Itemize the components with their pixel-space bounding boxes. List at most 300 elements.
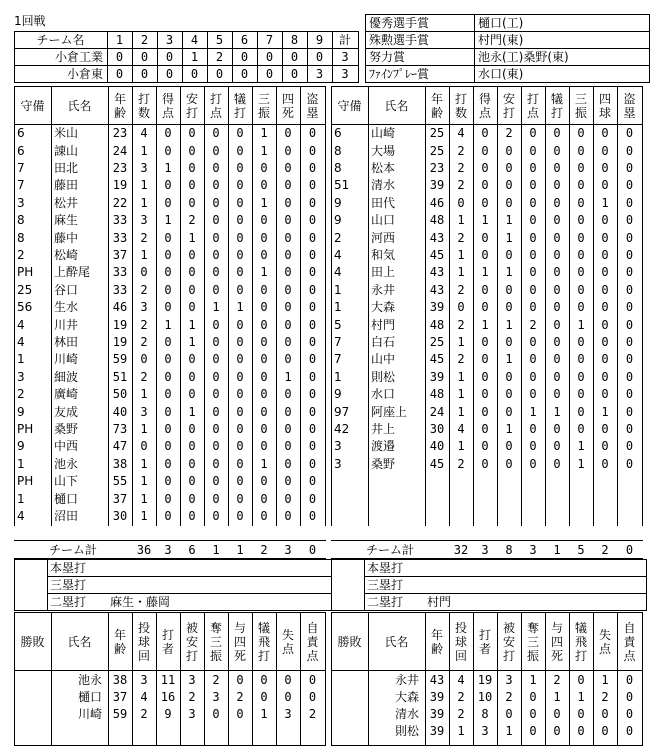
stat-value: 0 [212, 283, 220, 297]
inning-header: 4 [190, 34, 199, 47]
stat-value: 0 [308, 510, 317, 523]
stat-value: 47 [112, 440, 128, 454]
player-name: 則松 [371, 370, 396, 384]
position: 6 [17, 127, 25, 141]
stat-value: 0 [140, 440, 148, 454]
stat-value: 0 [308, 214, 317, 228]
pitch-stat: 1 [457, 725, 465, 738]
pitch-stat: 0 [625, 674, 634, 687]
stat-value: 0 [529, 196, 537, 210]
inning-score: 0 [315, 51, 324, 64]
stat-value: 0 [529, 336, 537, 349]
stat-value: 24 [429, 405, 445, 419]
rule-line [14, 745, 326, 746]
rule-line [331, 670, 643, 671]
pitch-stat: 0 [308, 674, 317, 687]
batting-header: 四球 [598, 91, 611, 120]
stat-value: 0 [625, 388, 634, 402]
team-total-value: 3 [481, 544, 489, 557]
player-name: 中西 [54, 440, 79, 454]
stat-value: 0 [236, 214, 244, 228]
inning-score: 0 [240, 51, 249, 64]
stat-value: 0 [284, 353, 292, 367]
stat-value: 0 [188, 249, 196, 262]
stat-value: 0 [308, 301, 317, 315]
player-name: 松本 [371, 162, 396, 175]
stat-value: 0 [140, 353, 148, 367]
stat-value: 1 [553, 405, 561, 419]
stat-value: 0 [577, 144, 585, 158]
stat-value: 0 [140, 266, 148, 280]
stat-value: 51 [112, 370, 128, 384]
stat-value: 0 [577, 353, 585, 367]
team-total-value: 3 [164, 544, 172, 557]
stat-value: 0 [188, 388, 196, 402]
stat-value: 0 [236, 405, 244, 419]
total-header: 計 [338, 34, 351, 47]
stat-value: 0 [236, 318, 244, 332]
rule-line [325, 86, 326, 526]
batting-header: 四死 [281, 91, 294, 120]
batting-header: 盗塁 [306, 91, 319, 120]
inning-score: 3 [315, 68, 324, 81]
stat-value: 0 [308, 249, 317, 262]
stat-value: 0 [308, 492, 317, 506]
pitch-stat: 3 [505, 674, 513, 687]
stat-value: 0 [236, 266, 244, 280]
win-loss [331, 708, 368, 721]
inning-score: 0 [215, 68, 224, 81]
position: 9 [17, 440, 25, 454]
pitch-stat: 9 [164, 708, 172, 721]
rule-line [14, 86, 326, 87]
stat-value: 0 [212, 127, 220, 141]
stat-value: 25 [429, 336, 445, 349]
stat-value: 0 [212, 144, 220, 158]
stat-value: 73 [112, 423, 128, 436]
stat-value: 0 [212, 266, 220, 280]
stat-value: 0 [553, 249, 561, 262]
inning-header: 2 [140, 34, 149, 47]
pitch-stat: 59 [112, 708, 128, 721]
stat-value: 0 [212, 510, 220, 523]
pitch-stat: 2 [188, 691, 196, 704]
stat-value: 0 [284, 492, 292, 506]
stat-value: 0 [236, 249, 244, 262]
player-name: 村門 [371, 318, 396, 332]
stat-value: 40 [429, 440, 445, 454]
rule-line [14, 612, 326, 613]
pitching-header: 犠飛打 [574, 620, 587, 663]
stat-value: 1 [236, 301, 244, 315]
rule-line [331, 612, 643, 613]
pitch-stat: 3 [140, 674, 148, 687]
stat-value: 0 [236, 475, 244, 489]
extra-hit-label: 二塁打 [367, 596, 404, 609]
player-name: 山下 [54, 475, 79, 489]
stat-value: 0 [308, 440, 317, 454]
stat-value: 0 [260, 214, 268, 228]
stat-value: 0 [164, 249, 172, 262]
batting-header: 得点 [161, 91, 174, 120]
pitching-header: 勝敗 [20, 634, 45, 649]
stat-value: 0 [625, 179, 634, 193]
stat-value: 22 [112, 196, 128, 210]
position: 6 [17, 144, 25, 158]
team-total-value: 0 [625, 544, 634, 557]
position: 8 [17, 231, 25, 245]
stat-value: 0 [481, 370, 489, 384]
stat-value: 1 [140, 423, 148, 436]
stat-value: 0 [481, 162, 489, 175]
player-name: 永井 [371, 283, 396, 297]
rule-line [642, 612, 643, 745]
pitch-stat: 19 [477, 674, 493, 687]
pitch-stat: 0 [601, 725, 609, 738]
stat-value: 4 [140, 127, 148, 141]
win-loss [14, 674, 51, 687]
stat-value: 0 [601, 162, 609, 175]
stat-value: 23 [429, 162, 445, 175]
player-name: 田代 [371, 196, 396, 210]
stat-value: 0 [164, 475, 172, 489]
stat-value: 0 [577, 283, 585, 297]
stat-value: 0 [236, 127, 244, 141]
stat-value: 0 [601, 266, 609, 280]
stat-value: 0 [529, 249, 537, 262]
stat-value: 0 [308, 336, 317, 349]
stat-value: 0 [505, 144, 513, 158]
stat-value: 0 [284, 405, 292, 419]
stat-value: 30 [429, 423, 445, 436]
stat-value: 1 [505, 353, 513, 367]
stat-value: 1 [577, 457, 585, 471]
stat-value: 1 [140, 249, 148, 262]
team-total-value: 3 [529, 544, 537, 557]
position: 8 [334, 144, 342, 158]
position: 7 [334, 336, 342, 349]
pitch-stat: 38 [112, 674, 128, 687]
team-total-score: 3 [341, 51, 349, 64]
pitch-stat: 0 [260, 691, 268, 704]
pitch-stat: 3 [212, 691, 220, 704]
player-name: 大場 [371, 144, 396, 158]
stat-value: 2 [140, 283, 148, 297]
award-label: 優秀選手賞 [369, 17, 430, 30]
stat-value: 0 [625, 214, 634, 228]
stat-value: 1 [481, 266, 489, 280]
pitching-header: 年齢 [430, 627, 443, 656]
stat-value: 0 [260, 301, 268, 315]
pitch-stat: 2 [457, 708, 465, 721]
stat-value: 0 [188, 283, 196, 297]
rule-line [649, 14, 650, 82]
rule-line [331, 124, 643, 125]
stat-value: 0 [260, 318, 268, 332]
stat-value: 0 [284, 423, 292, 436]
win-loss [331, 725, 368, 738]
pitch-stat: 2 [212, 674, 220, 687]
stat-value: 0 [601, 231, 609, 245]
rule-line [14, 670, 326, 671]
pitch-stat: 0 [625, 725, 634, 738]
stat-value: 0 [236, 144, 244, 158]
stat-value: 0 [236, 370, 244, 384]
rule-line [331, 559, 647, 560]
stat-value: 0 [577, 423, 585, 436]
extra-hit-players [110, 562, 327, 575]
batting-header: 犠打 [550, 91, 563, 120]
stat-value: 0 [212, 214, 220, 228]
stat-value: 0 [529, 127, 537, 141]
stat-value: 0 [553, 423, 561, 436]
stat-value: 0 [505, 179, 513, 193]
stat-value: 0 [481, 457, 489, 471]
player-name: 麻生 [54, 214, 79, 228]
pitch-stat: 0 [553, 725, 561, 738]
stat-value: 1 [212, 301, 220, 315]
player-name: 川崎 [54, 353, 79, 367]
pitch-stat: 3 [188, 674, 196, 687]
position: 1 [334, 283, 342, 297]
inning-score: 2 [215, 51, 224, 64]
stat-value: 0 [625, 127, 634, 141]
stat-value: 2 [457, 318, 465, 332]
pitcher-name: 則松 [394, 725, 419, 738]
stat-value: 0 [505, 370, 513, 384]
stat-value: 0 [164, 492, 172, 506]
stat-value: 1 [260, 266, 268, 280]
stat-value: 0 [481, 283, 489, 297]
stat-value: 25 [429, 144, 445, 158]
stat-value: 0 [601, 144, 609, 158]
stat-value: 0 [188, 370, 196, 384]
pitching-header: 勝敗 [337, 634, 362, 649]
batting-header: 盗塁 [623, 91, 636, 120]
stat-value: 1 [457, 370, 465, 384]
stat-value: 2 [457, 283, 465, 297]
pitch-stat: 8 [481, 708, 489, 721]
pitch-stat: 4 [140, 691, 148, 704]
player-name: 沼田 [54, 510, 79, 523]
stat-value: 0 [164, 336, 172, 349]
stat-value: 1 [457, 249, 465, 262]
stat-value: 0 [457, 196, 465, 210]
stat-value: 3 [140, 162, 148, 175]
stat-value: 0 [553, 162, 561, 175]
stat-value: 1 [188, 405, 196, 419]
stat-value: 0 [601, 388, 609, 402]
batting-header: 三振 [574, 91, 587, 120]
batting-header: 安打 [502, 91, 515, 120]
stat-value: 0 [212, 440, 220, 454]
rule-line [14, 86, 15, 526]
stat-value: 48 [429, 388, 445, 402]
pitch-stat: 3 [481, 725, 489, 738]
pitch-stat: 37 [112, 691, 128, 704]
pitch-stat: 0 [236, 708, 244, 721]
player-name: 清水 [371, 179, 396, 193]
stat-value: 1 [577, 318, 585, 332]
pitch-stat: 0 [577, 708, 585, 721]
stat-value: 0 [505, 249, 513, 262]
player-name: 米山 [54, 127, 79, 141]
extra-hit-label: 本塁打 [50, 562, 87, 575]
extra-hit-players: 麻生・藤岡 [110, 596, 171, 609]
stat-value: 0 [505, 196, 513, 210]
pitch-stat: 0 [577, 674, 585, 687]
stat-value: 0 [236, 283, 244, 297]
stat-value: 0 [553, 388, 561, 402]
team-header: チーム名 [36, 34, 85, 47]
stat-value: 0 [188, 457, 196, 471]
stat-value: 3 [140, 301, 148, 315]
stat-value: 0 [308, 318, 317, 332]
pitch-stat: 39 [429, 708, 445, 721]
stat-value: 0 [188, 179, 196, 193]
stat-value: 43 [429, 283, 445, 297]
rule-line [365, 14, 366, 82]
pitching-header: 与四死 [233, 620, 246, 663]
position: 9 [334, 388, 342, 402]
stat-value: 0 [188, 475, 196, 489]
stat-value: 0 [625, 370, 634, 384]
player-name: 川井 [54, 318, 79, 332]
pitch-stat: 39 [429, 725, 445, 738]
stat-value: 46 [112, 301, 128, 315]
stat-value: 1 [164, 214, 172, 228]
stat-value: 0 [625, 318, 634, 332]
stat-value: 0 [188, 266, 196, 280]
stat-value: 0 [553, 231, 561, 245]
stat-value: 0 [260, 492, 268, 506]
position: 4 [334, 266, 342, 280]
player-name: 白石 [371, 336, 396, 349]
pitching-header: 失点 [598, 627, 611, 656]
stat-value: 39 [429, 370, 445, 384]
batting-header: 打点 [209, 91, 222, 120]
stat-value: 0 [236, 457, 244, 471]
stat-value: 0 [308, 127, 317, 141]
stat-value: 1 [260, 196, 268, 210]
stat-value: 1 [505, 214, 513, 228]
stat-value: 0 [308, 144, 317, 158]
pitching-header: 失点 [281, 627, 294, 656]
stat-value: 0 [164, 353, 172, 367]
stat-value: 0 [625, 162, 634, 175]
pitch-stat: 0 [553, 708, 561, 721]
win-loss [331, 691, 368, 704]
stat-value: 0 [553, 457, 561, 471]
team-total-value: 0 [308, 544, 317, 557]
stat-value: 1 [140, 179, 148, 193]
stat-value: 0 [553, 318, 561, 332]
stat-value: 0 [260, 336, 268, 349]
position: 1 [17, 353, 25, 367]
stat-value: 1 [188, 318, 196, 332]
rule-line [642, 86, 643, 526]
pitching-header: 被安打 [185, 620, 198, 663]
stat-value: 2 [140, 318, 148, 332]
stat-value: 0 [601, 249, 609, 262]
stat-value: 59 [112, 353, 128, 367]
stat-value: 0 [308, 370, 317, 384]
player-name: 林田 [54, 336, 79, 349]
team-total-label: チーム計 [48, 544, 97, 557]
inning-header: 7 [265, 34, 274, 47]
stat-value: 0 [284, 127, 292, 141]
stat-value: 0 [481, 353, 489, 367]
round-label: 1回戦 [14, 15, 46, 28]
stat-value: 0 [505, 336, 513, 349]
pitch-stat: 1 [260, 708, 268, 721]
pitching-header: 氏名 [67, 634, 92, 649]
position: 7 [334, 353, 342, 367]
stat-value: 0 [260, 440, 268, 454]
position: 1 [17, 492, 25, 506]
player-name: 松井 [54, 196, 79, 210]
stat-value: 0 [529, 179, 537, 193]
stat-value: 0 [505, 162, 513, 175]
stat-value: 43 [429, 231, 445, 245]
inning-score: 0 [290, 68, 299, 81]
stat-value: 0 [236, 353, 244, 367]
stat-value: 1 [601, 196, 609, 210]
stat-value: 0 [164, 457, 172, 471]
stat-value: 25 [429, 127, 445, 141]
rule-line [365, 31, 650, 32]
stat-value: 0 [260, 475, 268, 489]
stat-value: 0 [529, 214, 537, 228]
pitching-header: 被安打 [502, 620, 515, 663]
stat-value: 0 [308, 162, 317, 175]
stat-value: 0 [188, 423, 196, 436]
stat-value: 33 [112, 214, 128, 228]
stat-value: 0 [308, 475, 317, 489]
position: 2 [17, 388, 25, 402]
player-name: 生水 [54, 301, 79, 315]
stat-value: 0 [529, 266, 537, 280]
stat-value: 0 [260, 370, 268, 384]
stat-value: 0 [553, 179, 561, 193]
stat-value: 0 [164, 179, 172, 193]
pitch-stat: 0 [625, 708, 634, 721]
stat-value: 0 [505, 283, 513, 297]
stat-value: 0 [625, 353, 634, 367]
stat-value: 1 [164, 162, 172, 175]
batting-header: 安打 [185, 91, 198, 120]
stat-value: 0 [577, 196, 585, 210]
stat-value: 0 [284, 283, 292, 297]
rule-line [325, 612, 326, 745]
team-total-value: 1 [236, 544, 244, 557]
pitch-stat: 2 [236, 691, 244, 704]
stat-value: 0 [529, 231, 537, 245]
rule-line [646, 559, 647, 610]
pitching-header: 自責点 [623, 620, 636, 663]
stat-value: 0 [284, 388, 292, 402]
stat-value: 0 [308, 283, 317, 297]
stat-value: 0 [577, 388, 585, 402]
stat-value: 1 [260, 457, 268, 471]
stat-value: 45 [429, 353, 445, 367]
stat-value: 0 [164, 440, 172, 454]
position: 6 [334, 127, 342, 141]
stat-value: 0 [212, 423, 220, 436]
award-label: 殊勲選手賞 [369, 34, 430, 47]
team-total-value: 32 [453, 544, 469, 557]
pitch-stat: 1 [505, 725, 513, 738]
